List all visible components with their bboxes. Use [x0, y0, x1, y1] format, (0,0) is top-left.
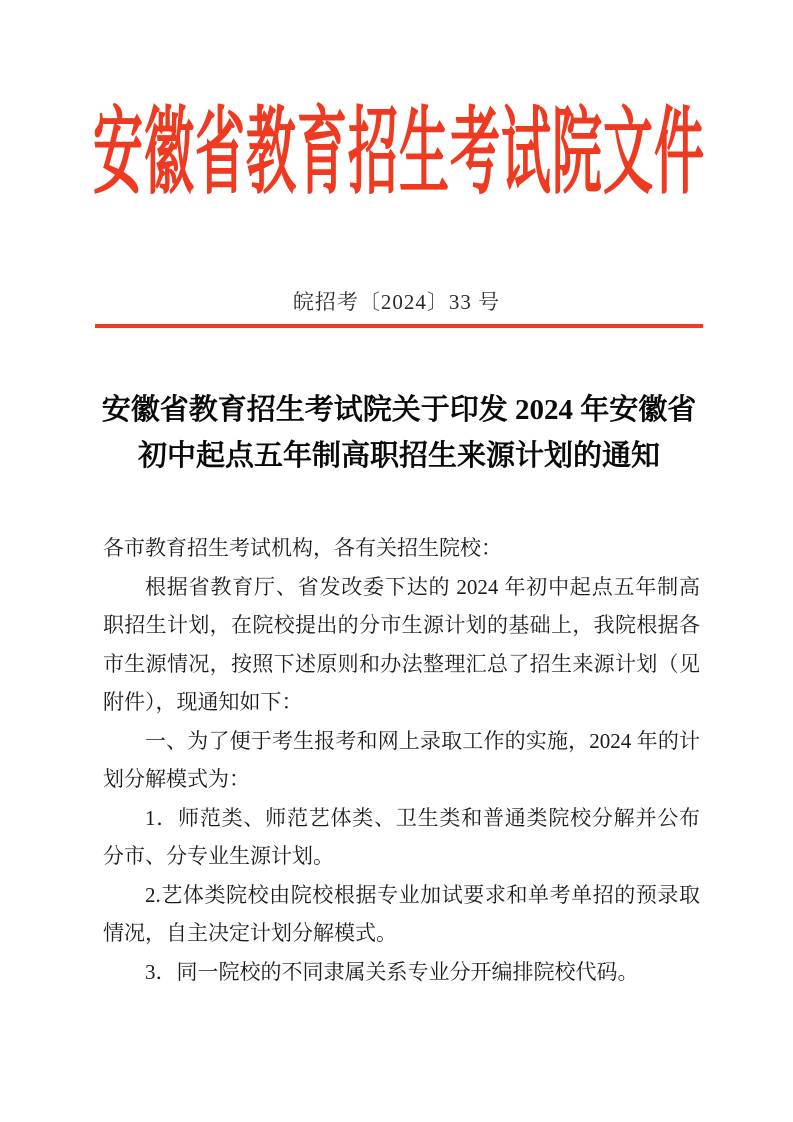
document-body	[103, 529, 700, 991]
body-line: 情况，自主决定计划分解模式。	[103, 921, 397, 945]
body-line: 分市、分专业生源计划。	[103, 844, 334, 868]
title-line-2: 初中起点五年制高职招生来源计划的通知	[137, 440, 660, 472]
body-line: 附件），现通知如下：	[103, 690, 303, 714]
title-line-1: 安徽省教育招生考试院关于印发 2024 年安徽省	[101, 394, 697, 426]
body-line: 根据省教育厅、省发改委下达的 2024 年初中起点五年制高	[145, 574, 700, 599]
document-header-banner	[95, 96, 703, 208]
body-line: 划分解模式为：	[103, 767, 250, 791]
salutation-line: 各市教育招生考试机构，各有关招生院校：	[103, 536, 502, 560]
banner-title: 安徽省教育招生考试院文件	[93, 98, 705, 206]
document-title	[95, 387, 703, 479]
document-number: 皖招考〔2024〕33 号	[292, 290, 501, 314]
body-line: 职招生计划，在院校提出的分市生源计划的基础上，我院根据各	[103, 613, 700, 637]
body-line: 3．同一院校的不同隶属关系专业分开编排院校代码。	[145, 959, 639, 984]
body-line: 2.艺体类院校由院校根据专业加试要求和单考单招的预录取	[145, 882, 700, 907]
body-line: 一、为了便于考生报考和网上录取工作的实施，2024 年的计	[145, 728, 700, 753]
body-line: 1．师范类、师范艺体类、卫生类和普通类院校分解并公布	[145, 805, 700, 830]
body-line: 市生源情况，按照下述原则和办法整理汇总了招生来源计划（见	[103, 651, 700, 676]
red-divider-line	[95, 324, 703, 328]
